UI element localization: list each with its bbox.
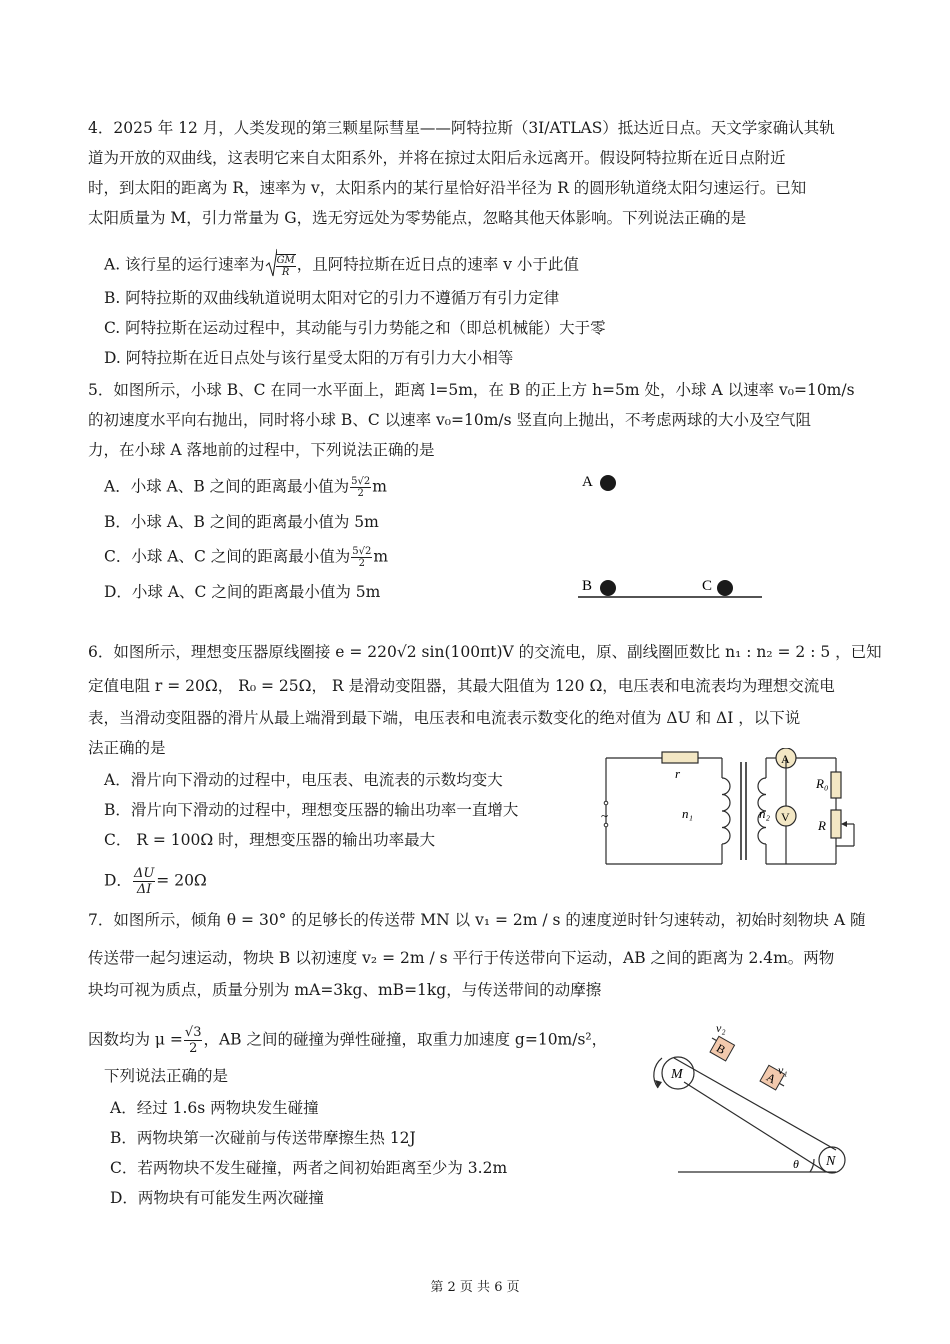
q4-option-a-prefix: A. 该行星的运行速率为 [104,255,265,274]
rheostat-r-icon [831,810,841,838]
q7-option-c: C．若两物块不发生碰撞，两者之间初始距离至少为 3.2m [110,1159,508,1177]
q5-a-frac-num: 5√2 [351,476,371,487]
q6-option-d-prefix: D． [104,871,132,890]
q7-line-4-prefix: 因数均为 μ = [88,1030,183,1049]
q5-line-2: 的初速度水平向右抛出，同时将小球 B、C 以速率 v₀=10m/s 竖直向上抛出，不考虑两球的大小及空气阻 [88,411,812,429]
q7-line-4-suffix: ，AB 之间的碰撞为弹性碰撞，取重力加速度 g=10m/s²， [203,1030,608,1049]
resistor-r-icon [662,752,698,763]
ball-c-icon [717,580,733,596]
q7-line-5: 下列说法正确的是 [104,1067,229,1085]
fig-label-ammeter: A [781,752,790,766]
q7-option-a: A．经过 1.6s 两物块发生碰撞 [110,1099,319,1117]
q6-option-a: A．滑片向下滑动的过程中，电压表、电流表的示数均变大 [104,771,503,789]
q5-c-frac-num: 5√2 [352,546,372,557]
fig-label-n2: n₂ [759,806,771,821]
q4-option-d: D. 阿特拉斯在近日点处与该行星受太阳的万有引力大小相等 [104,349,514,367]
q5-c-frac-den: 2 [358,558,366,569]
q4-option-b: B. 阿特拉斯的双曲线轨道说明太阳对它的引力不遵循万有引力定律 [104,289,560,307]
q7-line-1: 7．如图所示，倾角 θ = 30° 的足够长的传送带 MN 以 v₁ = 2m / s 的速度逆时针匀速转动，初始时刻物块 A 随 [88,911,866,929]
q5-option-c-suffix: m [373,547,389,566]
q6-option-d-suffix: = 20Ω [156,871,207,890]
page-number: 第 2 页 共 6 页 [430,1280,520,1295]
q4-option-a [104,248,579,283]
fig-label-voltmeter: V [781,810,790,824]
block-b-label: B [713,1040,728,1058]
q5-option-c [104,546,388,569]
q4-frac-num: GM [276,254,295,266]
q7-conveyor-figure [640,1018,860,1182]
q6-option-b: B．滑片向下滑动的过程中，理想变压器的输出功率一直增大 [104,801,519,819]
primary-coil-icon [722,778,730,844]
q7-line-3: 块均可视为质点，质量分别为 mA=3kg、mB=1kg，与传送带间的动摩擦 [88,981,602,999]
fig-label-rheostat: R [818,818,826,833]
fig-label-v2: v₂ [716,1021,726,1035]
q4-frac-den: R [281,266,290,278]
q5-figure [570,466,770,610]
fig-label-v1: v₁ [778,1063,788,1077]
fig-label-n1: n₁ [682,806,694,821]
fig-label-m: M [671,1067,683,1082]
q6-option-c: C． R = 100Ω 时，理想变压器的输出功率最大 [104,831,436,849]
fig-label-n: N [826,1154,836,1169]
q5-option-a-prefix: A．小球 A、B 之间的距离最小值为 [104,477,350,496]
q6-line-2: 定值电阻 r = 20Ω， R₀ = 25Ω， R 是滑动变阻器，其最大阻值为 120 Ω，电压表和电流表均为理想交流电 [88,677,835,695]
fig-label-r: r [675,766,681,781]
q6-circuit-figure [600,748,860,874]
q6-option-d-fraction [133,866,155,897]
q7-frac-num: √3 [184,1025,202,1040]
q4-option-c: C. 阿特拉斯在运动过程中，其动能与引力势能之和（即总机械能）大于零 [104,319,606,337]
q5-line-1: 5．如图所示，小球 B、C 在同一水平面上，距离 l=5m，在 B 的正上方 h=5m 处，小球 A 以速率 v₀=10m/s [88,381,855,399]
q5-option-a [104,476,387,499]
fig-label-r0: R₀ [816,776,829,791]
q4-line-2: 道为开放的双曲线，这表明它来自太阳系外，并将在掠过太阳后永远离开。假设阿特拉斯在近日点附近 [88,149,786,167]
q6-frac-num: ΔU [133,866,155,881]
block-a-label: A [763,1069,779,1087]
q4-option-a-fraction [276,254,296,278]
fig-label-theta: θ [793,1157,799,1171]
q5-fig-label-c: C [702,578,713,594]
q5-a-frac-den: 2 [357,488,364,499]
q7-option-b: B．两物块第一次碰前与传送带摩擦生热 12J [110,1129,416,1147]
ball-b-icon [600,580,616,596]
q6-line-3: 表，当滑动变阻器的滑片从最上端滑到最下端，电压表和电流表示数变化的绝对值为 ΔU 和 ΔI ，以下说 [88,709,801,727]
q5-fig-label-a: A [582,474,593,490]
ac-source-label: ~ [601,808,609,823]
q4-line-4: 太阳质量为 M，引力常量为 G，选无穷远处为零势能点，忽略其他天体影响。下列说法正确的是 [88,209,747,227]
q5-option-c-fraction [351,546,372,569]
q7-line-4 [88,1025,607,1056]
q7-option-d: D．两物块有可能发生两次碰撞 [110,1189,324,1207]
q5-option-a-fraction [350,476,371,499]
q4-option-a-suffix: ，且阿特拉斯在近日点的速率 v 小于此值 [296,255,579,274]
q5-line-3: 力，在小球 A 落地前的过程中，下列说法正确的是 [88,441,435,459]
resistor-r0-icon [831,772,841,798]
slider-arrow-icon [841,821,847,827]
q6-line-1: 6．如图所示，理想变压器原线圈接 e = 220√2 sin(100πt)V 的交流电，原、副线圈匝数比 n₁ : n₂ = 2 : 5 ，已知 [88,643,882,661]
q7-line-2: 传送带一起匀速运动，物块 B 以初速度 v₂ = 2m / s 平行于传送带向下运动，AB 之间的距离为 2.4m。两物 [88,949,835,967]
q5-option-a-suffix: m [372,477,387,496]
q5-option-b: B．小球 A、B 之间的距离最小值为 5m [104,513,379,531]
q4-line-3: 时，到太阳的距离为 R，速率为 v，太阳系内的某行星恰好沿半径为 R 的圆形轨道绕太阳匀速运行。已知 [88,179,807,197]
ball-a-icon [600,475,616,491]
q6-frac-den: ΔI [136,882,152,897]
q7-mu-fraction [184,1025,203,1056]
q5-option-d: D．小球 A、C 之间的距离最小值为 5m [104,583,381,601]
block-b-icon [710,1036,735,1061]
q4-line-1: 4．2025 年 12 月，人类发现的第三颗星际彗星——阿特拉斯（3I/ATLAS）抵达近日点。天文学家确认其轨 [88,119,835,137]
q5-option-c-prefix: C．小球 A、C 之间的距离最小值为 [104,547,351,566]
q7-frac-den: 2 [189,1041,198,1056]
q5-fig-label-b: B [582,578,593,594]
q6-line-4: 法正确的是 [88,739,166,757]
q6-option-d [104,866,207,897]
